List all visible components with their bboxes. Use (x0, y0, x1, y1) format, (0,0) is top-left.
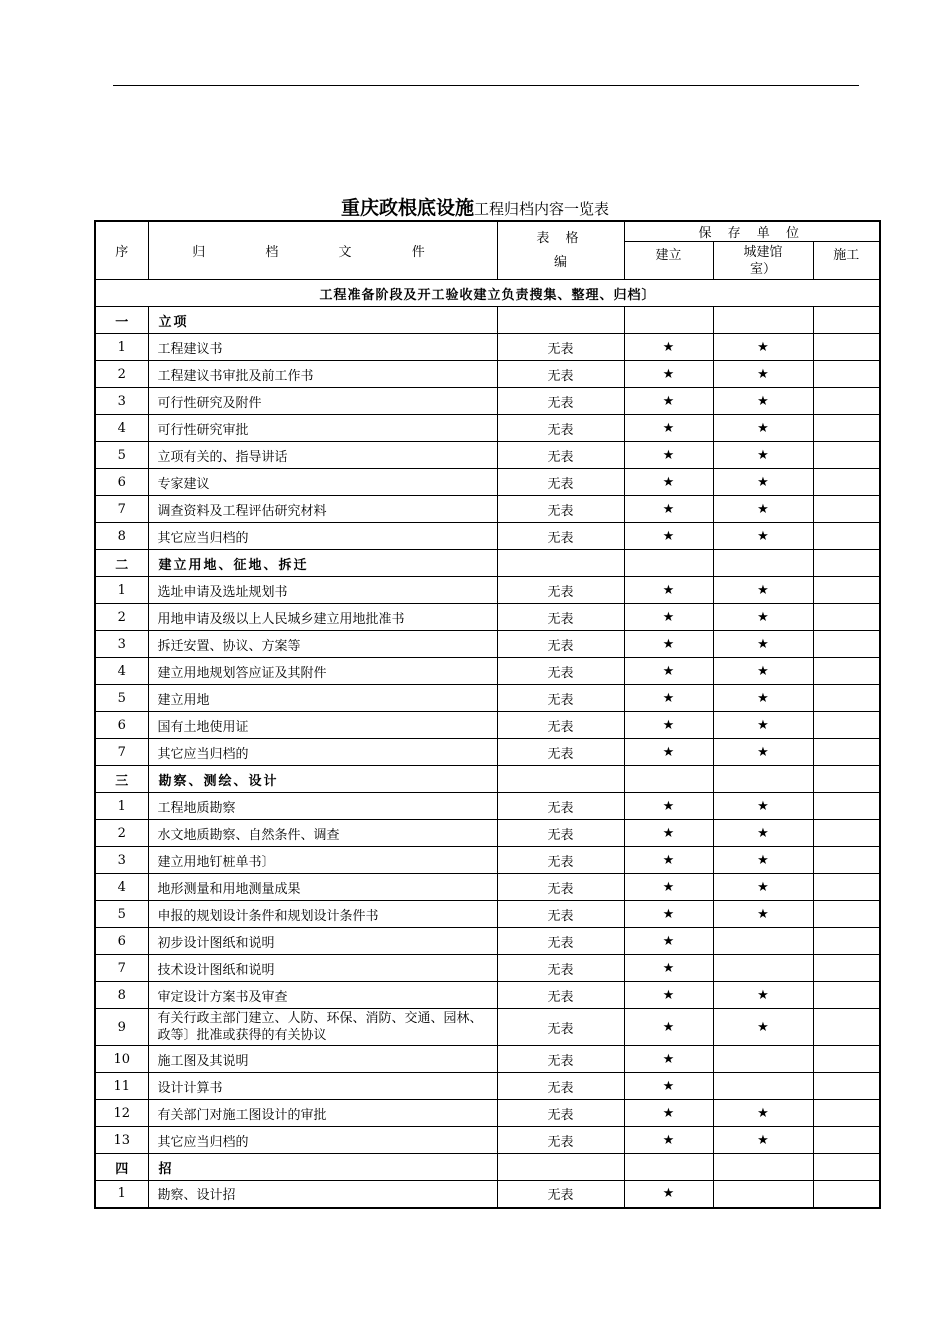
section-empty-cell (497, 1154, 624, 1181)
star-icon-archive: ★ (713, 523, 813, 550)
row-file-name: 有关行政主部门建立、人防、环保、消防、交通、园林、政等〕批准或获得的有关协议 (148, 1009, 497, 1046)
row-file-name: 其它应当归档的 (148, 523, 497, 550)
star-icon-build: ★ (624, 1009, 713, 1046)
title-bold: 重庆政根底设施 (340, 197, 474, 219)
row-file-name: 地形测量和用地测量成果 (148, 874, 497, 901)
star-icon-construct (813, 1009, 880, 1046)
table-row (95, 1009, 880, 1046)
star-icon-construct (813, 469, 880, 496)
section-row (95, 766, 880, 793)
star-icon-archive (713, 1073, 813, 1100)
star-icon-build: ★ (624, 712, 713, 739)
section-empty-cell (813, 307, 880, 334)
star-icon-archive: ★ (713, 982, 813, 1009)
star-icon-archive (713, 928, 813, 955)
star-icon-build: ★ (624, 928, 713, 955)
table-row (95, 442, 880, 469)
row-form: 无表 (497, 388, 624, 415)
row-form: 无表 (497, 523, 624, 550)
row-form: 无表 (497, 739, 624, 766)
row-file-name: 技术设计图纸和说明 (148, 955, 497, 982)
row-file-name: 其它应当归档的 (148, 1127, 497, 1154)
row-form: 无表 (497, 658, 624, 685)
star-icon-construct (813, 982, 880, 1009)
star-icon-archive (713, 955, 813, 982)
header-unit-construct: 施工 (813, 242, 880, 280)
table-row (95, 1181, 880, 1208)
row-file-name: 立项有关的、指导讲话 (148, 442, 497, 469)
table-row (95, 523, 880, 550)
archive-table (94, 220, 881, 1209)
row-number: 9 (95, 1009, 148, 1046)
section-empty-cell (624, 550, 713, 577)
table-row (95, 847, 880, 874)
star-icon-build: ★ (624, 631, 713, 658)
header-file: 归 档 文 件 (148, 221, 497, 280)
row-number: 1 (95, 1181, 148, 1208)
star-icon-archive: ★ (713, 1100, 813, 1127)
table-row (95, 658, 880, 685)
section-row (95, 1154, 880, 1181)
row-file-name: 水文地质勘察、自然条件、调查 (148, 820, 497, 847)
row-form: 无表 (497, 415, 624, 442)
row-number: 5 (95, 442, 148, 469)
table-row (95, 1073, 880, 1100)
row-file-name: 施工图及其说明 (148, 1046, 497, 1073)
star-icon-build: ★ (624, 1073, 713, 1100)
row-form: 无表 (497, 847, 624, 874)
row-file-name: 工程建议书 (148, 334, 497, 361)
section-row (95, 307, 880, 334)
row-form: 无表 (497, 793, 624, 820)
table-row (95, 388, 880, 415)
star-icon-construct (813, 874, 880, 901)
star-icon-construct (813, 631, 880, 658)
header-unit-build: 建立 (624, 242, 713, 280)
row-file-name: 审定设计方案书及审查 (148, 982, 497, 1009)
row-file-name: 选址申请及选址规划书 (148, 577, 497, 604)
row-form: 无表 (497, 820, 624, 847)
row-number: 8 (95, 523, 148, 550)
row-number: 3 (95, 631, 148, 658)
section-empty-cell (497, 307, 624, 334)
row-form: 无表 (497, 1100, 624, 1127)
star-icon-build: ★ (624, 1046, 713, 1073)
star-icon-construct (813, 793, 880, 820)
star-icon-construct (813, 388, 880, 415)
star-icon-build: ★ (624, 361, 713, 388)
row-number: 6 (95, 469, 148, 496)
table-row (95, 496, 880, 523)
star-icon-build: ★ (624, 658, 713, 685)
row-form: 无表 (497, 982, 624, 1009)
row-file-name: 建立用地规划答应证及其附件 (148, 658, 497, 685)
row-file-name: 国有土地使用证 (148, 712, 497, 739)
header-keep-unit: 保 存 单 位 (624, 221, 880, 242)
section-number: 二 (95, 550, 148, 577)
row-number: 7 (95, 739, 148, 766)
star-icon-construct (813, 847, 880, 874)
star-icon-archive: ★ (713, 469, 813, 496)
row-form: 无表 (497, 1073, 624, 1100)
section-empty-cell (624, 766, 713, 793)
row-number: 8 (95, 982, 148, 1009)
row-number: 2 (95, 820, 148, 847)
star-icon-archive: ★ (713, 820, 813, 847)
row-form: 无表 (497, 496, 624, 523)
row-number: 3 (95, 847, 148, 874)
star-icon-build: ★ (624, 415, 713, 442)
row-form: 无表 (497, 901, 624, 928)
row-number: 2 (95, 361, 148, 388)
table-row (95, 712, 880, 739)
row-number: 5 (95, 901, 148, 928)
star-icon-build: ★ (624, 442, 713, 469)
table-row (95, 874, 880, 901)
header-rule (113, 85, 859, 86)
star-icon-build: ★ (624, 739, 713, 766)
section-title: 立项 (148, 307, 497, 334)
star-icon-archive: ★ (713, 361, 813, 388)
section-empty-cell (624, 1154, 713, 1181)
star-icon-archive: ★ (713, 658, 813, 685)
header-unit-archive-line1: 城建馆 (743, 244, 783, 260)
row-file-name: 申报的规划设计条件和规划设计条件书 (148, 901, 497, 928)
star-icon-construct (813, 712, 880, 739)
row-file-name: 设计计算书 (148, 1073, 497, 1100)
star-icon-build: ★ (624, 982, 713, 1009)
star-icon-archive: ★ (713, 712, 813, 739)
star-icon-build: ★ (624, 874, 713, 901)
table-row (95, 955, 880, 982)
row-number: 4 (95, 874, 148, 901)
section-empty-cell (713, 766, 813, 793)
row-form: 无表 (497, 631, 624, 658)
star-icon-construct (813, 901, 880, 928)
star-icon-archive: ★ (713, 793, 813, 820)
section-empty-cell (713, 1154, 813, 1181)
row-number: 6 (95, 712, 148, 739)
row-form: 无表 (497, 685, 624, 712)
star-icon-archive (713, 1181, 813, 1208)
row-number: 1 (95, 577, 148, 604)
row-number: 2 (95, 604, 148, 631)
star-icon-archive: ★ (713, 901, 813, 928)
row-file-name: 可行性研究审批 (148, 415, 497, 442)
section-row (95, 550, 880, 577)
row-file-name: 有关部门对施工图设计的审批 (148, 1100, 497, 1127)
row-form: 无表 (497, 469, 624, 496)
row-file-name: 建立用地钉桩单书〕 (148, 847, 497, 874)
header-form-top: 表 格 (536, 230, 585, 246)
row-number: 1 (95, 334, 148, 361)
star-icon-construct (813, 361, 880, 388)
row-form: 无表 (497, 928, 624, 955)
header-form (497, 221, 624, 280)
title-normal: 工程归档内容一览表 (474, 200, 610, 218)
table-row (95, 820, 880, 847)
row-file-name: 拆迁安置、协议、方案等 (148, 631, 497, 658)
star-icon-archive: ★ (713, 739, 813, 766)
table-row (95, 1046, 880, 1073)
star-icon-build: ★ (624, 901, 713, 928)
star-icon-build: ★ (624, 1100, 713, 1127)
star-icon-archive: ★ (713, 388, 813, 415)
row-file-name: 工程建议书审批及前工作书 (148, 361, 497, 388)
document-title (0, 193, 950, 220)
row-number: 5 (95, 685, 148, 712)
section-empty-cell (713, 307, 813, 334)
section-empty-cell (713, 550, 813, 577)
star-icon-construct (813, 1073, 880, 1100)
star-icon-archive (713, 1046, 813, 1073)
star-icon-construct (813, 334, 880, 361)
header-unit-archive-line2: 室） (749, 261, 776, 277)
archive-table-body (95, 221, 880, 1208)
table-row (95, 928, 880, 955)
section-empty-cell (624, 307, 713, 334)
section-number: 四 (95, 1154, 148, 1181)
row-form: 无表 (497, 604, 624, 631)
star-icon-construct (813, 955, 880, 982)
row-form: 无表 (497, 334, 624, 361)
row-number: 13 (95, 1127, 148, 1154)
row-number: 7 (95, 496, 148, 523)
star-icon-build: ★ (624, 820, 713, 847)
star-icon-archive: ★ (713, 442, 813, 469)
star-icon-archive: ★ (713, 631, 813, 658)
section-empty-cell (813, 1154, 880, 1181)
star-icon-construct (813, 1181, 880, 1208)
star-icon-archive: ★ (713, 604, 813, 631)
table-row (95, 982, 880, 1009)
row-form: 无表 (497, 1046, 624, 1073)
section-title: 招 (148, 1154, 497, 1181)
section-title: 建立用地、征地、拆迁 (148, 550, 497, 577)
star-icon-archive: ★ (713, 847, 813, 874)
star-icon-construct (813, 442, 880, 469)
row-file-name: 建立用地 (148, 685, 497, 712)
table-row (95, 1100, 880, 1127)
header-seq: 序 (95, 221, 148, 280)
star-icon-construct (813, 415, 880, 442)
star-icon-construct (813, 496, 880, 523)
section-empty-cell (813, 550, 880, 577)
row-file-name: 初步设计图纸和说明 (148, 928, 497, 955)
table-row (95, 334, 880, 361)
row-form: 无表 (497, 361, 624, 388)
star-icon-construct (813, 523, 880, 550)
section-empty-cell (497, 550, 624, 577)
star-icon-archive: ★ (713, 1009, 813, 1046)
row-number: 10 (95, 1046, 148, 1073)
row-form: 无表 (497, 442, 624, 469)
row-form: 无表 (497, 712, 624, 739)
row-form: 无表 (497, 577, 624, 604)
star-icon-archive: ★ (713, 874, 813, 901)
star-icon-build: ★ (624, 1181, 713, 1208)
row-form: 无表 (497, 1127, 624, 1154)
star-icon-build: ★ (624, 793, 713, 820)
star-icon-archive: ★ (713, 1127, 813, 1154)
row-file-name: 专家建议 (148, 469, 497, 496)
row-form: 无表 (497, 955, 624, 982)
row-number: 4 (95, 658, 148, 685)
star-icon-build: ★ (624, 523, 713, 550)
row-file-name: 用地申请及级以上人民城乡建立用地批准书 (148, 604, 497, 631)
table-row (95, 604, 880, 631)
header-unit-archive (713, 242, 813, 280)
star-icon-archive: ★ (713, 496, 813, 523)
star-icon-construct (813, 820, 880, 847)
star-icon-archive: ★ (713, 685, 813, 712)
table-caption: 工程准备阶段及开工验收建立负责搜集、整理、归档〕 (95, 280, 880, 307)
star-icon-build: ★ (624, 847, 713, 874)
row-number: 7 (95, 955, 148, 982)
row-number: 4 (95, 415, 148, 442)
table-row (95, 1127, 880, 1154)
section-number: 一 (95, 307, 148, 334)
star-icon-build: ★ (624, 577, 713, 604)
star-icon-build: ★ (624, 955, 713, 982)
star-icon-construct (813, 1046, 880, 1073)
star-icon-archive: ★ (713, 415, 813, 442)
section-number: 三 (95, 766, 148, 793)
row-file-name: 可行性研究及附件 (148, 388, 497, 415)
row-form: 无表 (497, 1181, 624, 1208)
row-file-name: 其它应当归档的 (148, 739, 497, 766)
table-row (95, 361, 880, 388)
row-file-name: 调查资料及工程评估研究材料 (148, 496, 497, 523)
row-file-name: 勘察、设计招 (148, 1181, 497, 1208)
star-icon-construct (813, 1100, 880, 1127)
section-title: 勘察、测绘、设计 (148, 766, 497, 793)
row-number: 6 (95, 928, 148, 955)
table-row (95, 577, 880, 604)
star-icon-archive: ★ (713, 334, 813, 361)
section-empty-cell (813, 766, 880, 793)
row-number: 1 (95, 793, 148, 820)
table-row (95, 793, 880, 820)
star-icon-construct (813, 658, 880, 685)
star-icon-build: ★ (624, 496, 713, 523)
row-number: 11 (95, 1073, 148, 1100)
star-icon-build: ★ (624, 685, 713, 712)
star-icon-build: ★ (624, 334, 713, 361)
table-row (95, 901, 880, 928)
star-icon-build: ★ (624, 388, 713, 415)
star-icon-construct (813, 739, 880, 766)
table-row (95, 469, 880, 496)
table-row (95, 631, 880, 658)
star-icon-construct (813, 1127, 880, 1154)
table-row (95, 685, 880, 712)
row-file-name: 工程地质勘察 (148, 793, 497, 820)
section-empty-cell (497, 766, 624, 793)
star-icon-construct (813, 685, 880, 712)
star-icon-construct (813, 577, 880, 604)
star-icon-build: ★ (624, 1127, 713, 1154)
row-form: 无表 (497, 874, 624, 901)
table-row (95, 739, 880, 766)
star-icon-build: ★ (624, 469, 713, 496)
star-icon-build: ★ (624, 604, 713, 631)
row-number: 12 (95, 1100, 148, 1127)
row-number: 3 (95, 388, 148, 415)
table-row (95, 415, 880, 442)
star-icon-archive: ★ (713, 577, 813, 604)
row-form: 无表 (497, 1009, 624, 1046)
header-form-bottom: 编 (553, 254, 567, 270)
star-icon-construct (813, 928, 880, 955)
star-icon-construct (813, 604, 880, 631)
